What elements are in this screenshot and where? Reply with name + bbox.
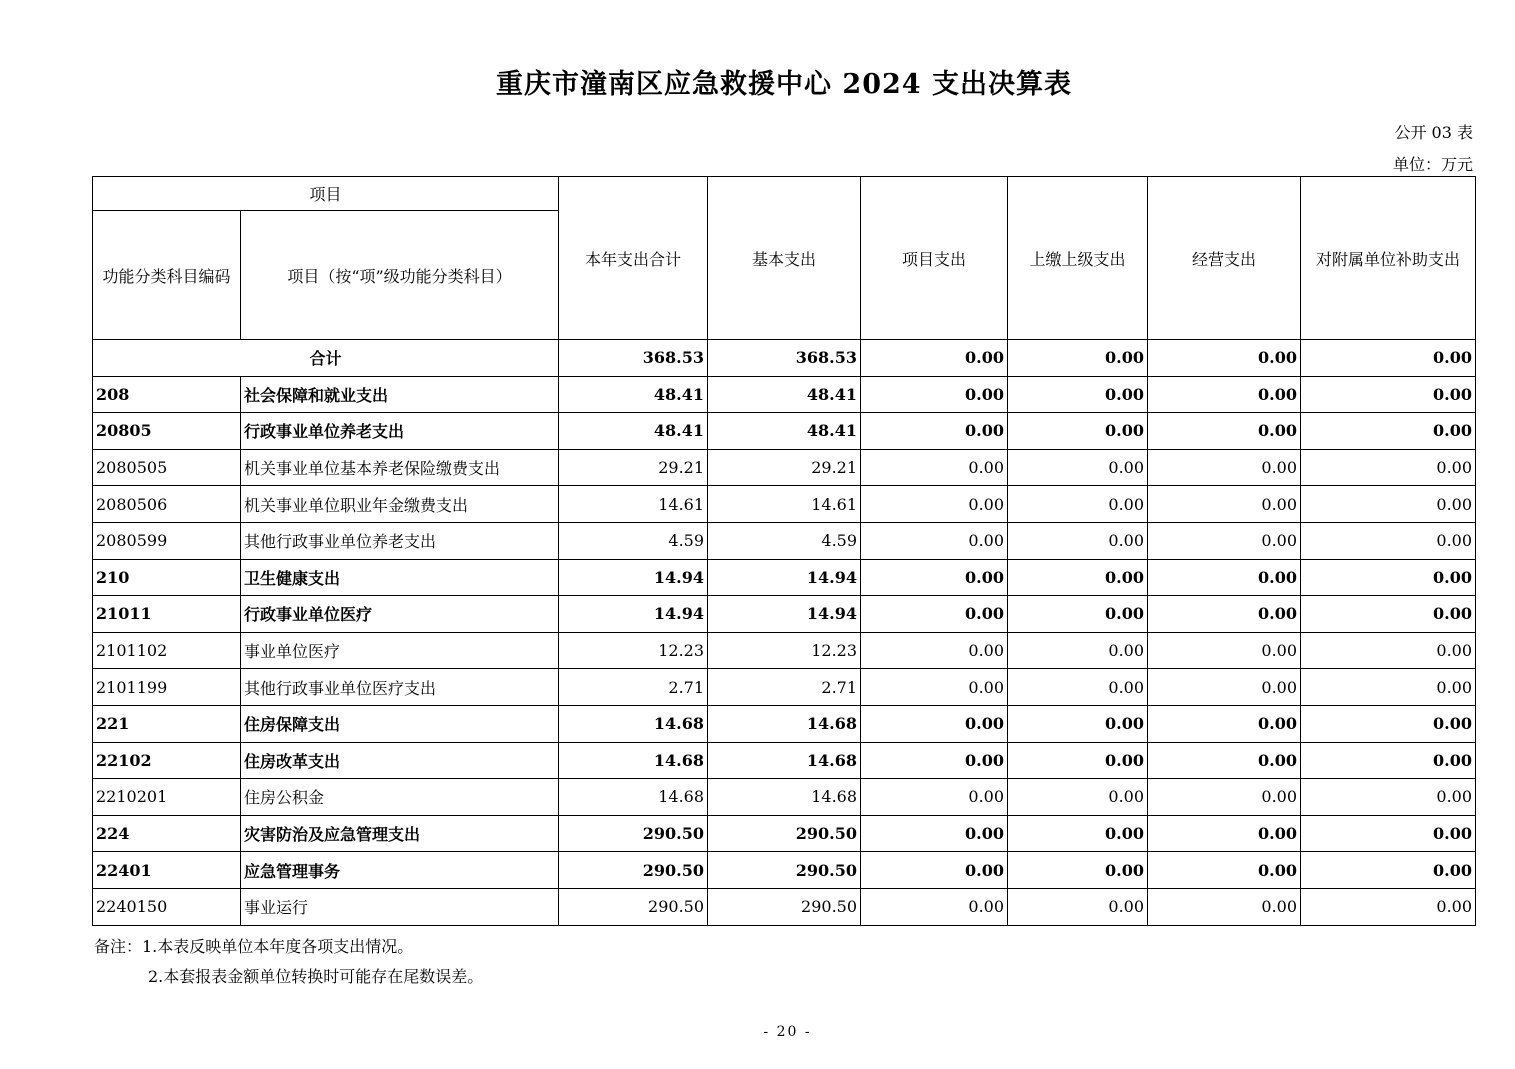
row-name: 机关事业单位基本养老保险缴费支出 (241, 449, 559, 486)
row-code: 210 (93, 559, 241, 596)
row-value: 0.00 (861, 486, 1008, 523)
row-name: 社会保障和就业支出 (241, 376, 559, 413)
row-code: 2101102 (93, 632, 241, 669)
row-code: 20805 (93, 413, 241, 450)
table-row (93, 815, 1476, 852)
row-value: 29.21 (708, 449, 861, 486)
table-row (93, 559, 1476, 596)
table-row (93, 522, 1476, 559)
table-row (93, 705, 1476, 742)
row-name: 住房保障支出 (241, 705, 559, 742)
row-code: 224 (93, 815, 241, 852)
row-code: 2080599 (93, 522, 241, 559)
row-value: 0.00 (1301, 486, 1476, 523)
row-value: 0.00 (1008, 632, 1148, 669)
header-col-project: 项目支出 (861, 177, 1008, 340)
row-value: 0.00 (1008, 413, 1148, 450)
table-row (93, 742, 1476, 779)
row-value: 0.00 (1008, 888, 1148, 925)
row-name: 事业单位医疗 (241, 632, 559, 669)
table-row (93, 596, 1476, 633)
row-value: 48.41 (708, 376, 861, 413)
row-value: 290.50 (708, 888, 861, 925)
header-item: 项目（按“项”级功能分类科目） (241, 211, 559, 340)
row-value: 290.50 (559, 852, 708, 889)
row-value: 0.00 (1008, 852, 1148, 889)
row-value: 0.00 (1301, 779, 1476, 816)
row-value: 14.61 (708, 486, 861, 523)
row-value: 290.50 (559, 815, 708, 852)
row-value: 0.00 (861, 669, 1008, 706)
header-code: 功能分类科目编码 (93, 211, 241, 340)
row-value: 14.94 (708, 559, 861, 596)
row-value: 0.00 (861, 815, 1008, 852)
table-row (93, 888, 1476, 925)
row-value: 0.00 (861, 596, 1008, 633)
row-value: 0.00 (1301, 669, 1476, 706)
row-value: 0.00 (1008, 449, 1148, 486)
row-value: 0.00 (1148, 522, 1301, 559)
row-value: 0.00 (1301, 522, 1476, 559)
row-value: 0.00 (1008, 596, 1148, 633)
row-value: 48.41 (559, 413, 708, 450)
header-col-basic: 基本支出 (708, 177, 861, 340)
row-value: 0.00 (861, 852, 1008, 889)
table-row (93, 779, 1476, 816)
row-value: 14.68 (559, 742, 708, 779)
row-value: 0.00 (1148, 449, 1301, 486)
header-col-total: 本年支出合计 (559, 177, 708, 340)
row-value: 0.00 (1301, 449, 1476, 486)
row-value: 0.00 (1301, 413, 1476, 450)
table-row (93, 852, 1476, 889)
row-value: 14.94 (708, 596, 861, 633)
total-value: 0.00 (1008, 340, 1148, 377)
row-value: 4.59 (559, 522, 708, 559)
row-value: 0.00 (1148, 742, 1301, 779)
row-value: 14.68 (708, 742, 861, 779)
table-row (93, 632, 1476, 669)
row-value: 0.00 (1148, 486, 1301, 523)
row-value: 0.00 (1301, 742, 1476, 779)
row-name: 卫生健康支出 (241, 559, 559, 596)
row-name: 行政事业单位医疗 (241, 596, 559, 633)
row-value: 2.71 (559, 669, 708, 706)
row-code: 22401 (93, 852, 241, 889)
row-value: 0.00 (1008, 559, 1148, 596)
row-name: 住房公积金 (241, 779, 559, 816)
row-name: 机关事业单位职业年金缴费支出 (241, 486, 559, 523)
row-name: 应急管理事务 (241, 852, 559, 889)
row-value: 0.00 (1008, 742, 1148, 779)
row-code: 221 (93, 705, 241, 742)
page-number: - 20 - (763, 1024, 812, 1040)
total-row (93, 340, 1476, 377)
notes (94, 932, 483, 992)
row-value: 14.68 (708, 779, 861, 816)
table-row (93, 413, 1476, 450)
total-value: 368.53 (708, 340, 861, 377)
row-value: 0.00 (861, 705, 1008, 742)
row-value: 0.00 (1008, 669, 1148, 706)
row-code: 2240150 (93, 888, 241, 925)
row-value: 14.61 (559, 486, 708, 523)
row-value: 0.00 (1148, 669, 1301, 706)
table-row (93, 486, 1476, 523)
row-name: 其他行政事业单位医疗支出 (241, 669, 559, 706)
note-2: 2.本套报表金额单位转换时可能存在尾数误差。 (148, 967, 484, 986)
row-value: 12.23 (708, 632, 861, 669)
total-label: 合计 (93, 340, 559, 377)
row-name: 事业运行 (241, 888, 559, 925)
table-number: 公开 03 表 (1394, 123, 1473, 142)
total-value: 0.00 (1301, 340, 1476, 377)
row-code: 22102 (93, 742, 241, 779)
row-code: 21011 (93, 596, 241, 633)
unit-label: 单位：万元 (1392, 155, 1473, 174)
row-name: 行政事业单位养老支出 (241, 413, 559, 450)
row-value: 0.00 (1148, 815, 1301, 852)
note-1: 备注：1.本表反映单位本年度各项支出情况。 (94, 937, 414, 956)
row-value: 0.00 (1148, 888, 1301, 925)
row-code: 2080505 (93, 449, 241, 486)
row-value: 0.00 (1008, 376, 1148, 413)
row-value: 290.50 (708, 852, 861, 889)
row-value: 0.00 (1148, 559, 1301, 596)
row-value: 0.00 (861, 742, 1008, 779)
row-value: 48.41 (559, 376, 708, 413)
table-row (93, 669, 1476, 706)
row-value: 12.23 (559, 632, 708, 669)
row-value: 0.00 (1148, 852, 1301, 889)
row-value: 29.21 (559, 449, 708, 486)
row-value: 0.00 (1008, 522, 1148, 559)
row-value: 0.00 (1301, 815, 1476, 852)
row-value: 0.00 (1008, 779, 1148, 816)
row-value: 14.94 (559, 559, 708, 596)
row-value: 0.00 (1301, 376, 1476, 413)
row-value: 14.68 (708, 705, 861, 742)
row-value: 0.00 (1148, 413, 1301, 450)
row-value: 0.00 (1301, 705, 1476, 742)
header-project: 项目 (93, 177, 559, 211)
page-title: 重庆市潼南区应急救援中心 2024 支出决算表 (496, 69, 1072, 100)
row-value: 0.00 (1301, 852, 1476, 889)
row-name: 灾害防治及应急管理支出 (241, 815, 559, 852)
total-value: 368.53 (559, 340, 708, 377)
expenditure-table (92, 176, 1476, 926)
row-name: 其他行政事业单位养老支出 (241, 522, 559, 559)
row-value: 14.94 (559, 596, 708, 633)
row-code: 2080506 (93, 486, 241, 523)
row-value: 2.71 (708, 669, 861, 706)
row-name: 住房改革支出 (241, 742, 559, 779)
table-row (93, 449, 1476, 486)
row-value: 14.68 (559, 779, 708, 816)
row-value: 0.00 (1148, 705, 1301, 742)
row-value: 0.00 (861, 376, 1008, 413)
table-row (93, 376, 1476, 413)
row-value: 4.59 (708, 522, 861, 559)
header-col-operating: 经营支出 (1148, 177, 1301, 340)
row-value: 0.00 (1301, 596, 1476, 633)
row-value: 0.00 (1008, 486, 1148, 523)
total-value: 0.00 (1148, 340, 1301, 377)
row-value: 0.00 (1301, 888, 1476, 925)
row-value: 14.68 (559, 705, 708, 742)
header-col-subsidy: 对附属单位补助支出 (1301, 177, 1476, 340)
row-value: 48.41 (708, 413, 861, 450)
row-value: 0.00 (861, 449, 1008, 486)
row-value: 0.00 (1008, 815, 1148, 852)
row-value: 0.00 (1008, 705, 1148, 742)
row-value: 0.00 (861, 522, 1008, 559)
row-value: 0.00 (861, 559, 1008, 596)
row-value: 0.00 (1148, 779, 1301, 816)
total-value: 0.00 (861, 340, 1008, 377)
row-value: 0.00 (1301, 559, 1476, 596)
row-value: 290.50 (708, 815, 861, 852)
row-value: 0.00 (1148, 376, 1301, 413)
header-col-remit: 上缴上级支出 (1008, 177, 1148, 340)
row-value: 0.00 (1148, 596, 1301, 633)
row-value: 0.00 (861, 413, 1008, 450)
row-value: 290.50 (559, 888, 708, 925)
row-value: 0.00 (861, 779, 1008, 816)
row-value: 0.00 (861, 888, 1008, 925)
row-code: 2210201 (93, 779, 241, 816)
row-code: 2101199 (93, 669, 241, 706)
row-code: 208 (93, 376, 241, 413)
row-value: 0.00 (1148, 632, 1301, 669)
row-value: 0.00 (1301, 632, 1476, 669)
row-value: 0.00 (861, 632, 1008, 669)
